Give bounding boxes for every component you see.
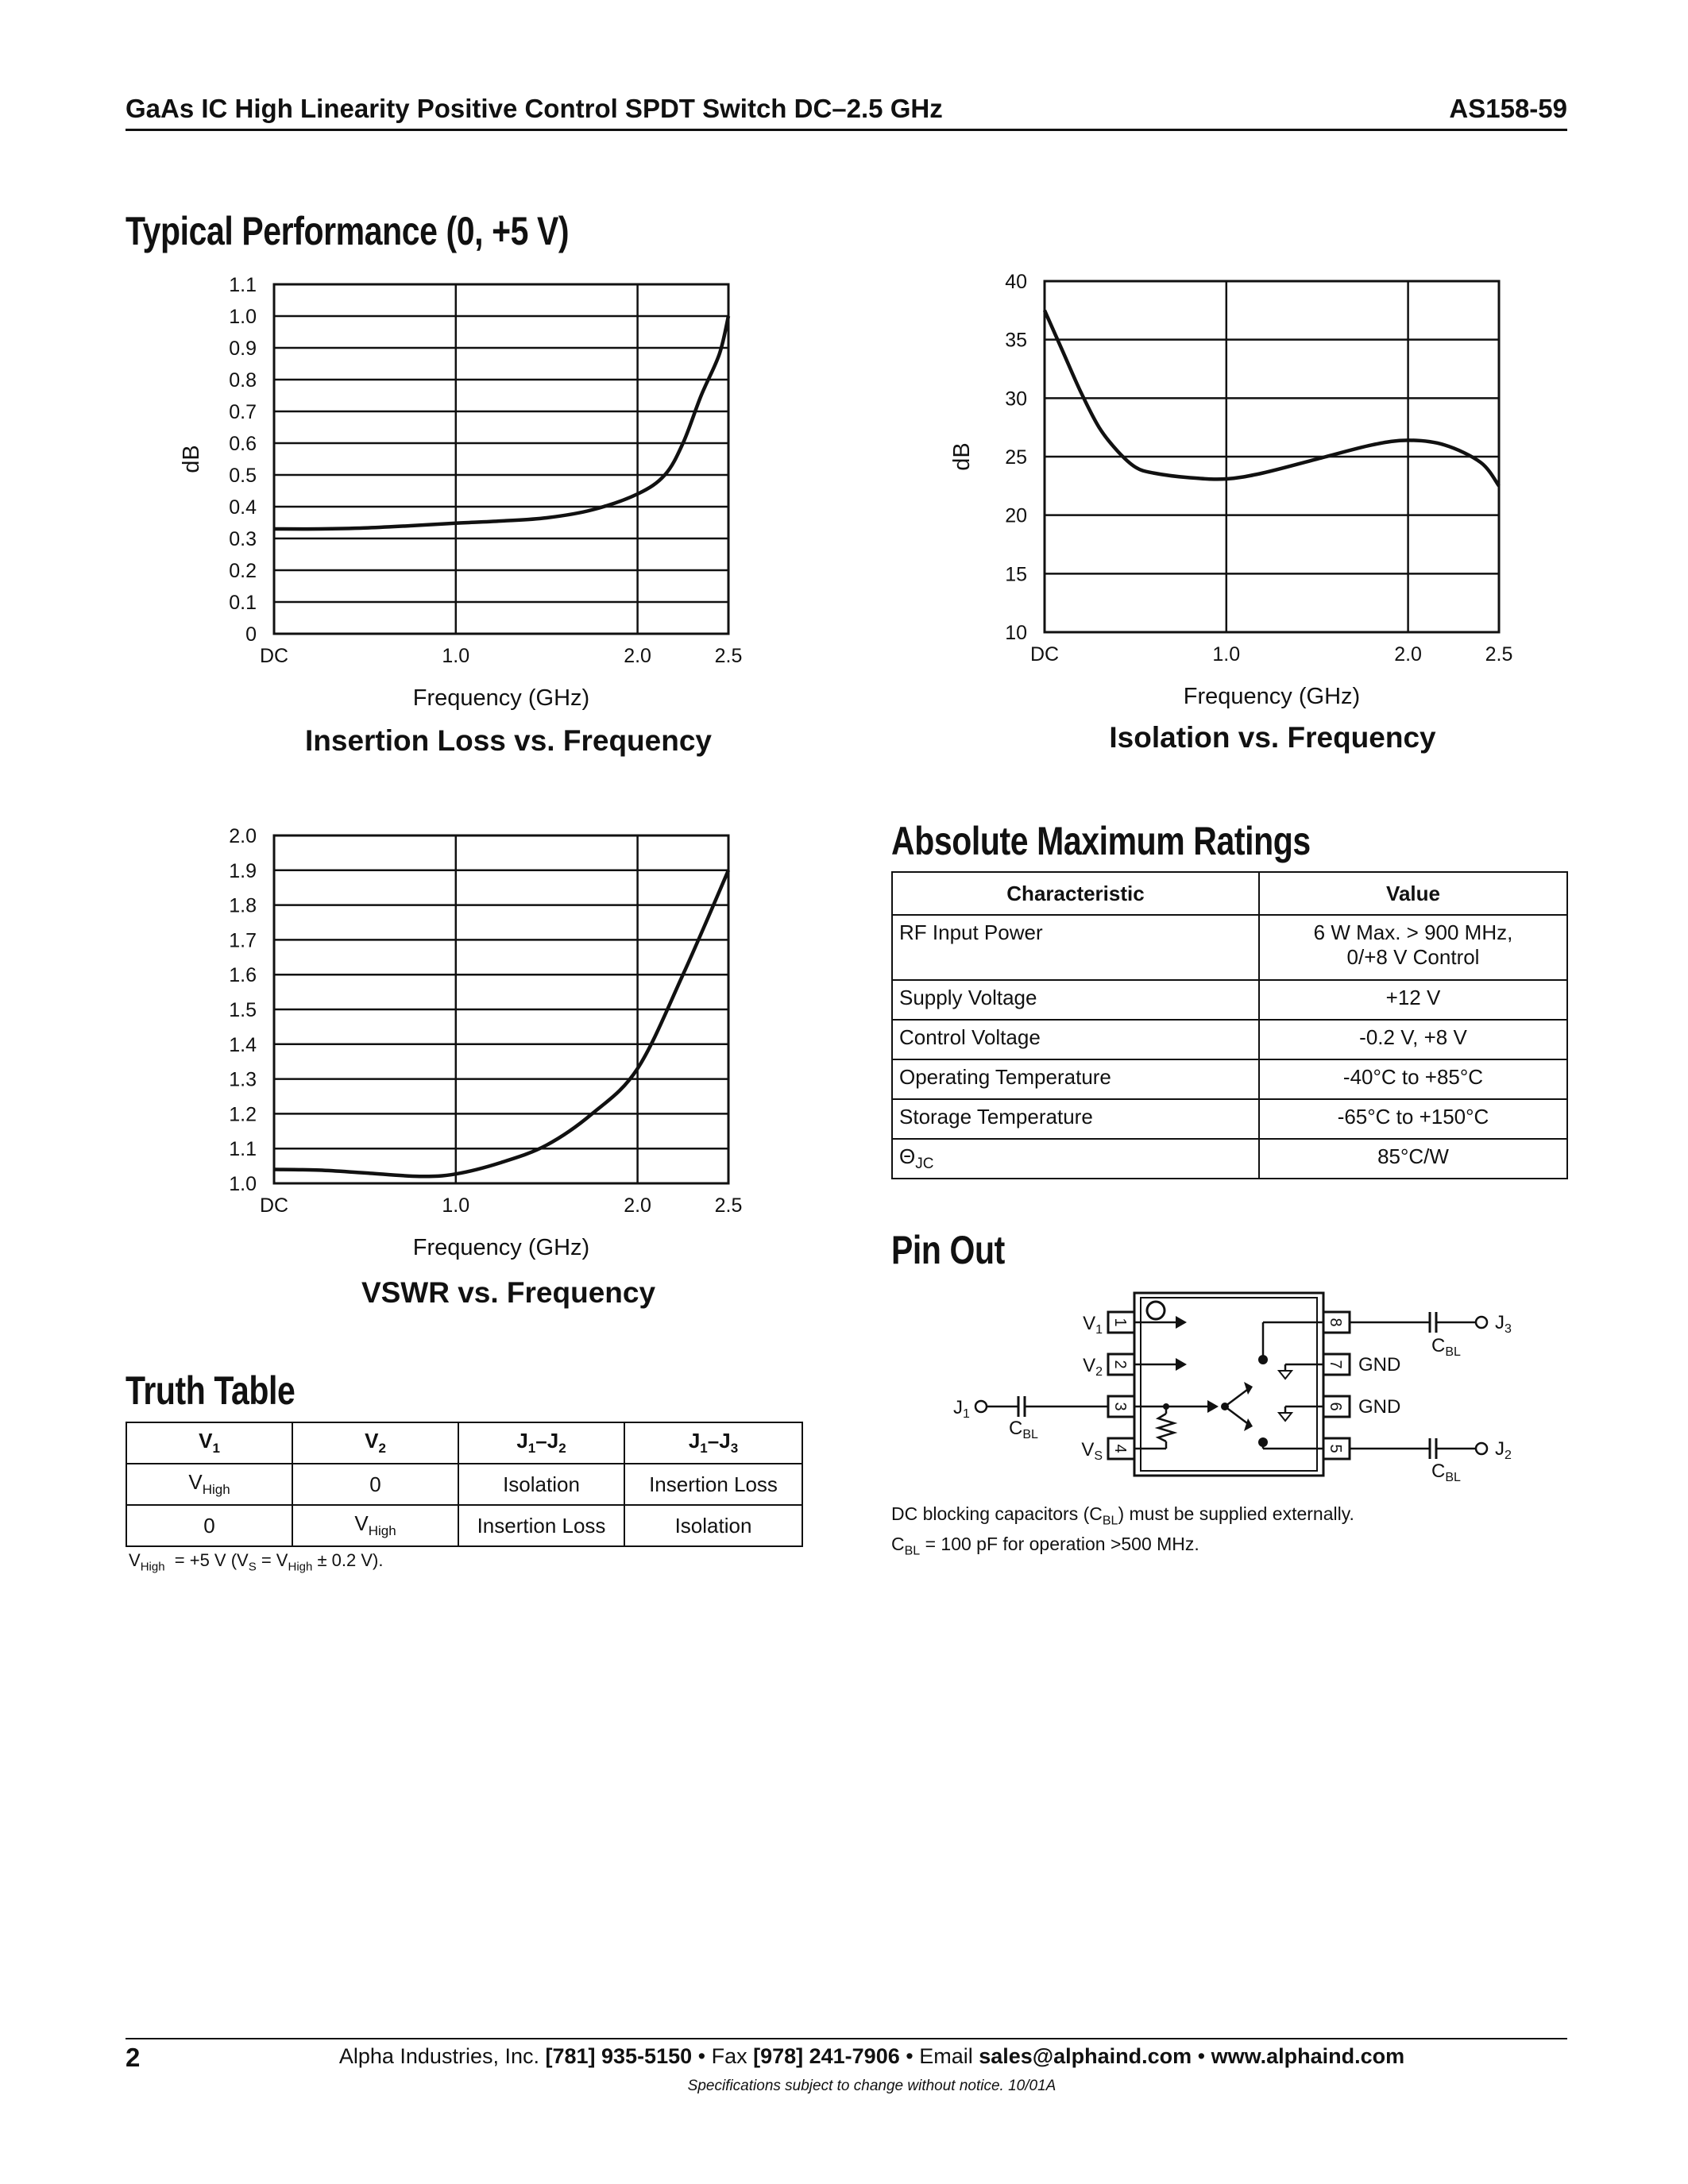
- pin-number: 6: [1327, 1402, 1344, 1411]
- terminal-icon: [1476, 1443, 1487, 1454]
- y-tick-label: 1.9: [229, 859, 257, 882]
- y-tick-label: 0.3: [229, 528, 257, 550]
- table-row: [892, 1059, 1567, 1099]
- y-tick-label: 1.1: [229, 274, 257, 296]
- y-tick-label: 1.8: [229, 894, 257, 917]
- x-tick-label: DC: [259, 1194, 289, 1217]
- insertion-loss-chart: [159, 270, 778, 715]
- y-tick-label: 0.1: [229, 592, 257, 614]
- ratings-header-row: [892, 872, 1567, 915]
- ground-icon: [1279, 1371, 1292, 1379]
- footer-web-link[interactable]: www.alphaind.com: [1211, 2044, 1405, 2068]
- pin-1: [1108, 1312, 1134, 1333]
- pin-label-v2: $V_2$: [1083, 1355, 1103, 1379]
- pin-label-j3: $J_3$: [1495, 1312, 1512, 1336]
- pin-number: 7: [1327, 1360, 1344, 1369]
- pin-number: 2: [1111, 1360, 1129, 1369]
- ratings-cell: Supply Voltage: [892, 980, 1259, 1020]
- resistor-icon: [1158, 1414, 1174, 1441]
- x-tick-label: 1.0: [442, 645, 470, 667]
- y-axis-label: dB: [949, 442, 975, 471]
- pin-7: [1323, 1354, 1350, 1375]
- truth-cell: 0: [292, 1464, 458, 1505]
- pin-8: [1323, 1312, 1350, 1333]
- y-tick-label: 0.9: [229, 338, 257, 360]
- truth-table-note: $V_{High} = +5$ V ($V_S = V_{High} \pm 0.2$ V).: [129, 1550, 384, 1574]
- truth-cell: 0: [126, 1505, 292, 1546]
- typical-performance-title: Typical Performance (0, +5 V): [126, 209, 570, 253]
- insertion-loss-caption: Insertion Loss vs. Frequency: [305, 724, 712, 757]
- switch-arrow-icon: [1207, 1400, 1219, 1413]
- y-tick-label: 0.6: [229, 433, 257, 455]
- truth-table-title: Truth Table: [126, 1368, 295, 1413]
- x-tick-label: 1.0: [1212, 643, 1241, 666]
- x-tick-label: 2.5: [714, 1194, 743, 1217]
- vswr-caption: VSWR vs. Frequency: [361, 1276, 656, 1309]
- x-tick-label: DC: [1029, 643, 1060, 666]
- ratings-header-value: Value: [1259, 872, 1567, 915]
- pin-label-gnd6: GND: [1358, 1396, 1401, 1418]
- y-tick-label: 1.7: [229, 929, 257, 952]
- isolation-chart: [929, 270, 1533, 715]
- y-tick-label: 1.6: [229, 964, 257, 987]
- pin-6: [1323, 1396, 1350, 1417]
- pinout-diagram: [929, 1287, 1533, 1485]
- footer-contact: Alpha Industries, Inc. [781] 935-5150 • Fax [978] 241-7906 • Email sales@alphaind.com • www.alphaind.com: [338, 2044, 1405, 2068]
- y-tick-label: 15: [1005, 563, 1027, 586]
- ratings-value-line2: 0/+8 V Control: [1346, 945, 1480, 969]
- y-tick-label: 1.4: [229, 1033, 257, 1056]
- pin-number: 3: [1111, 1402, 1129, 1411]
- y-tick-label: 35: [1005, 329, 1027, 352]
- y-tick-label: 30: [1005, 388, 1027, 411]
- pin-number: 5: [1327, 1444, 1344, 1453]
- ground-icon: [1279, 1413, 1292, 1421]
- pin-number: 8: [1327, 1318, 1344, 1327]
- table-row: [892, 980, 1567, 1020]
- plot-area: [274, 284, 728, 634]
- y-tick-label: 0: [245, 623, 257, 646]
- table-row: [126, 1464, 802, 1505]
- x-tick-label: 2.5: [714, 645, 743, 667]
- truth-cell: $V_{High}$: [126, 1464, 292, 1505]
- ratings-header-characteristic: Characteristic: [892, 872, 1259, 915]
- truth-table: [126, 1422, 803, 1547]
- truth-cell: Insertion Loss: [624, 1464, 802, 1505]
- x-tick-label: DC: [259, 645, 289, 667]
- pin-label-v1: $V_1$: [1083, 1313, 1103, 1337]
- pin-2: [1108, 1354, 1134, 1375]
- x-tick-label: 2.0: [1394, 643, 1422, 666]
- ratings-cell: [892, 1139, 1259, 1179]
- pin-label-j2: $J_2$: [1495, 1438, 1512, 1462]
- pin-5: [1323, 1438, 1350, 1459]
- control-arrow-icon: [1176, 1358, 1187, 1371]
- pinout-note-2: $C_{BL} = 100$ pF for operation >500 MHz.: [891, 1533, 1199, 1558]
- footer-rule: [126, 2038, 1567, 2039]
- truth-header-j1j2: $J_1-J_2$: [458, 1422, 624, 1464]
- pin1-marker-icon: [1147, 1302, 1165, 1319]
- y-tick-label: 1.1: [229, 1138, 257, 1161]
- truth-cell: Isolation: [458, 1464, 624, 1505]
- theta-symbol: Θ: [899, 1144, 916, 1168]
- x-axis-label: Frequency (GHz): [412, 685, 590, 711]
- pin-number: 4: [1111, 1444, 1129, 1453]
- series-line: [274, 870, 728, 1176]
- footer-email-link[interactable]: sales@alphaind.com: [979, 2044, 1192, 2068]
- truth-header-j1j3: $J_1-J_3$: [624, 1422, 802, 1464]
- x-tick-label: 1.0: [442, 1194, 470, 1217]
- table-row: [892, 1139, 1567, 1179]
- y-tick-label: 10: [1005, 622, 1027, 644]
- cap-label-j1: $C_{BL}$: [1009, 1418, 1038, 1441]
- y-tick-label: 0.2: [229, 560, 257, 582]
- y-tick-label: 1.3: [229, 1068, 257, 1091]
- y-tick-label: 1.2: [229, 1103, 257, 1126]
- footer-phone: [781] 935-5150: [545, 2044, 693, 2068]
- ratings-cell: [1259, 915, 1567, 980]
- theta-subscript: JC: [915, 1156, 934, 1173]
- pin-label-vs: $V_S$: [1081, 1439, 1103, 1463]
- y-tick-label: 25: [1005, 446, 1027, 469]
- ratings-title: Absolute Maximum Ratings: [891, 819, 1311, 863]
- cap-label-j2: $C_{BL}$: [1431, 1461, 1461, 1484]
- truth-header-row: [126, 1422, 802, 1464]
- y-tick-label: 0.8: [229, 369, 257, 392]
- truth-cell: $V_{High}$: [292, 1505, 458, 1546]
- document-title: GaAs IC High Linearity Positive Control SPDT Switch DC–2.5 GHz: [126, 94, 943, 123]
- y-tick-label: 1.0: [229, 306, 257, 328]
- isolation-caption: Isolation vs. Frequency: [1109, 721, 1436, 754]
- table-row: [892, 1020, 1567, 1059]
- y-tick-label: 1.5: [229, 999, 257, 1021]
- page-number: 2: [126, 2043, 141, 2072]
- ratings-cell: -0.2 V, +8 V: [1259, 1020, 1567, 1059]
- x-axis-label: Frequency (GHz): [1183, 684, 1361, 709]
- y-tick-label: 0.4: [229, 496, 257, 519]
- pinout-notes: [891, 1503, 1354, 1562]
- terminal-icon: [975, 1401, 987, 1412]
- cap-label-j3: $C_{BL}$: [1431, 1335, 1461, 1359]
- truth-cell: Insertion Loss: [458, 1505, 624, 1546]
- x-tick-label: 2.0: [624, 1194, 651, 1217]
- ratings-cell: RF Input Power: [892, 915, 1259, 980]
- ratings-table: [891, 871, 1568, 1179]
- truth-header-v1: $V_1$: [126, 1422, 292, 1464]
- y-tick-label: 40: [1005, 271, 1027, 293]
- x-tick-label: 2.0: [624, 645, 651, 667]
- pin-label-j1: $J_1$: [953, 1397, 970, 1421]
- pin-number: 1: [1111, 1318, 1129, 1327]
- table-row: [892, 915, 1567, 980]
- truth-cell: Isolation: [624, 1505, 802, 1546]
- x-tick-label: 2.5: [1485, 643, 1513, 666]
- footer-fax: [978] 241-7906: [753, 2044, 900, 2068]
- ratings-cell: -65°C to +150°C: [1259, 1099, 1567, 1139]
- pin-3: [1108, 1396, 1134, 1417]
- header-rule: [126, 129, 1567, 131]
- y-tick-label: 1.0: [229, 1173, 257, 1195]
- ratings-value-line1: 6 W Max. > 900 MHz,: [1313, 920, 1513, 944]
- footer-disclaimer: Specifications subject to change without notice. 10/01A: [687, 2078, 1056, 2094]
- control-arrow-icon: [1176, 1316, 1187, 1329]
- y-axis-label: dB: [179, 445, 204, 473]
- pinout-title: Pin Out: [891, 1228, 1005, 1272]
- ratings-cell: Storage Temperature: [892, 1099, 1259, 1139]
- ic-package-inner: [1141, 1298, 1317, 1471]
- vswr-chart: [159, 822, 778, 1267]
- table-row: [126, 1505, 802, 1546]
- x-axis-label: Frequency (GHz): [412, 1235, 590, 1260]
- y-tick-label: 0.5: [229, 465, 257, 487]
- part-number: AS158-59: [1449, 94, 1567, 123]
- ratings-cell: +12 V: [1259, 980, 1567, 1020]
- pin-label-gnd7: GND: [1358, 1354, 1401, 1376]
- y-tick-label: 2.0: [229, 825, 257, 847]
- table-row: [892, 1099, 1567, 1139]
- pin-4: [1108, 1438, 1134, 1459]
- ratings-cell: -40°C to +85°C: [1259, 1059, 1567, 1099]
- ratings-cell: Operating Temperature: [892, 1059, 1259, 1099]
- ratings-cell: 85°C/W: [1259, 1139, 1567, 1179]
- y-tick-label: 20: [1005, 504, 1027, 527]
- y-tick-label: 0.7: [229, 401, 257, 423]
- terminal-icon: [1476, 1317, 1487, 1328]
- truth-header-v2: $V_2$: [292, 1422, 458, 1464]
- ratings-cell: Control Voltage: [892, 1020, 1259, 1059]
- pinout-note-1: DC blocking capacitors $(C_{BL})$ must be supplied externally.: [891, 1503, 1354, 1528]
